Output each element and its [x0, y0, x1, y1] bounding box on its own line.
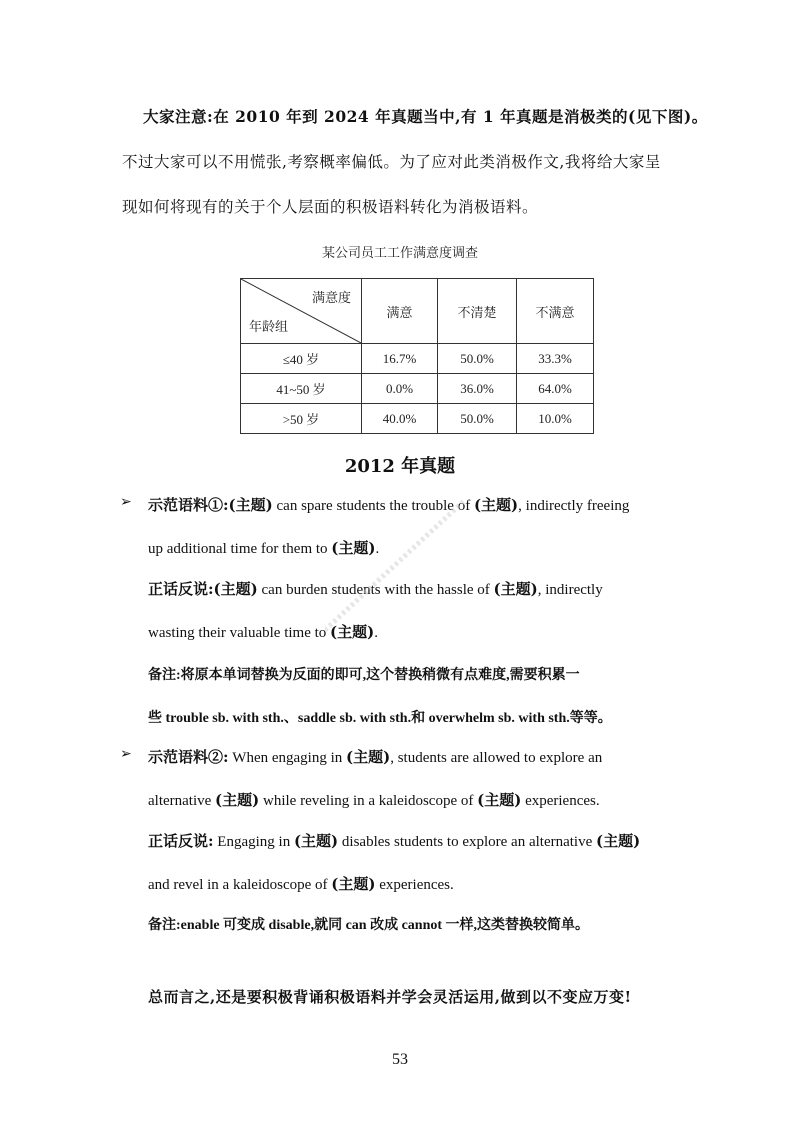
- example2-note: 备注:enable 可变成 disable,就同 can 改成 cannot 一样,这类替换较简单。: [148, 918, 590, 933]
- column-header: 不清楚: [438, 279, 517, 344]
- table-row: [241, 404, 594, 434]
- topic-placeholder: (主题): [346, 748, 391, 766]
- table-cell: 50.0%: [438, 344, 517, 374]
- text-segment: experiences.: [375, 877, 454, 893]
- page-number: 53: [392, 1051, 408, 1068]
- text-segment: wasting their valuable time to: [148, 625, 331, 641]
- section-title: 2012 年真题: [344, 456, 456, 477]
- table-title: 某公司员工工作满意度调查: [321, 245, 478, 260]
- text-segment: When engaging in: [228, 750, 347, 766]
- column-header: 不满意: [517, 279, 594, 344]
- table-row: [241, 344, 594, 374]
- table-cell: 50.0%: [438, 404, 517, 434]
- corner-top-label: 满意度: [311, 290, 351, 305]
- table-cell: 10.0%: [517, 404, 594, 434]
- table-cell: 36.0%: [438, 374, 517, 404]
- example2-label: 示范语料②:: [148, 748, 229, 766]
- topic-placeholder: (主题): [473, 496, 519, 514]
- text-segment: .: [374, 625, 378, 641]
- table-cell: 16.7%: [362, 344, 438, 374]
- bullet-icon: ➢: [120, 746, 132, 762]
- example2-line1: [148, 746, 602, 767]
- topic-placeholder: (主题): [493, 580, 538, 598]
- text-segment: alternative: [148, 793, 216, 809]
- example2-reverse-line1: [148, 830, 640, 851]
- text-segment: , indirectly: [537, 582, 603, 598]
- satisfaction-table: [240, 278, 594, 434]
- row-label: ≤40 岁: [241, 344, 362, 374]
- text-segment: disables students to explore an alternative: [338, 834, 596, 850]
- text-segment: can spare students the trouble of: [272, 498, 474, 514]
- topic-placeholder: (主题): [477, 791, 522, 809]
- text-segment: experiences.: [521, 793, 600, 809]
- text-segment: Engaging in: [213, 834, 294, 850]
- topic-placeholder: (主题): [331, 539, 376, 557]
- table-cell: 33.3%: [517, 344, 594, 374]
- text-segment: and revel in a kaleidoscope of: [148, 877, 332, 893]
- example2-reverse-line2: [148, 873, 454, 894]
- topic-placeholder: (主题): [596, 832, 641, 850]
- column-header: 满意: [362, 279, 438, 344]
- example1-note-line1: 备注:将原本单词替换为反面的即可,这个替换稍微有点难度,需要积累一: [148, 668, 580, 683]
- bullet-icon: ➢: [120, 494, 132, 510]
- topic-placeholder: (主题): [228, 496, 273, 514]
- topic-placeholder: (主题): [293, 832, 339, 850]
- table-row: [241, 374, 594, 404]
- topic-placeholder: (主题): [215, 791, 260, 809]
- row-label: >50 岁: [241, 404, 362, 434]
- table-corner-header: [241, 279, 362, 344]
- row-label: 41~50 岁: [241, 374, 362, 404]
- topic-placeholder: (主题): [330, 623, 375, 641]
- text-segment: up additional time for them to: [148, 541, 332, 557]
- text-segment: while reveling in a kaleidoscope of: [259, 793, 478, 809]
- reverse-label: 正话反说:: [148, 580, 214, 598]
- watermark: [325, 495, 475, 635]
- text-segment: , indirectly freeing: [518, 498, 630, 514]
- closing-statement: 总而言之,还是要积极背诵积极语料并学会灵活运用,做到以不变应万变!: [148, 988, 632, 1006]
- topic-placeholder: (主题): [331, 875, 376, 893]
- text-segment: .: [375, 541, 380, 557]
- intro-line-1: 大家注意:在 2010 年到 2024 年真题当中,有 1 年真题是消极类的(见下图)。: [143, 107, 708, 126]
- text-segment: can burden students with the hassle of: [257, 582, 494, 598]
- table-cell: 40.0%: [362, 404, 438, 434]
- corner-bottom-label: 年龄组: [249, 319, 289, 334]
- topic-placeholder: (主题): [213, 580, 258, 598]
- reverse-label: 正话反说:: [148, 832, 214, 850]
- intro-line-3: 现如何将现有的关于个人层面的积极语料转化为消极语料。: [122, 198, 539, 216]
- example2-line2: [148, 789, 600, 810]
- text-segment: , students are allowed to explore an: [390, 750, 603, 766]
- table-cell: 0.0%: [362, 374, 438, 404]
- intro-line-2: 不过大家可以不用慌张,考察概率偏低。为了应对此类消极作文,我将给大家呈: [122, 153, 661, 171]
- example1-label: 示范语料①:: [148, 496, 229, 514]
- table-cell: 64.0%: [517, 374, 594, 404]
- example1-note-line2: 些 trouble sb. with sth.、saddle sb. with sth.和 overwhelm sb. with sth.等等。: [148, 711, 612, 726]
